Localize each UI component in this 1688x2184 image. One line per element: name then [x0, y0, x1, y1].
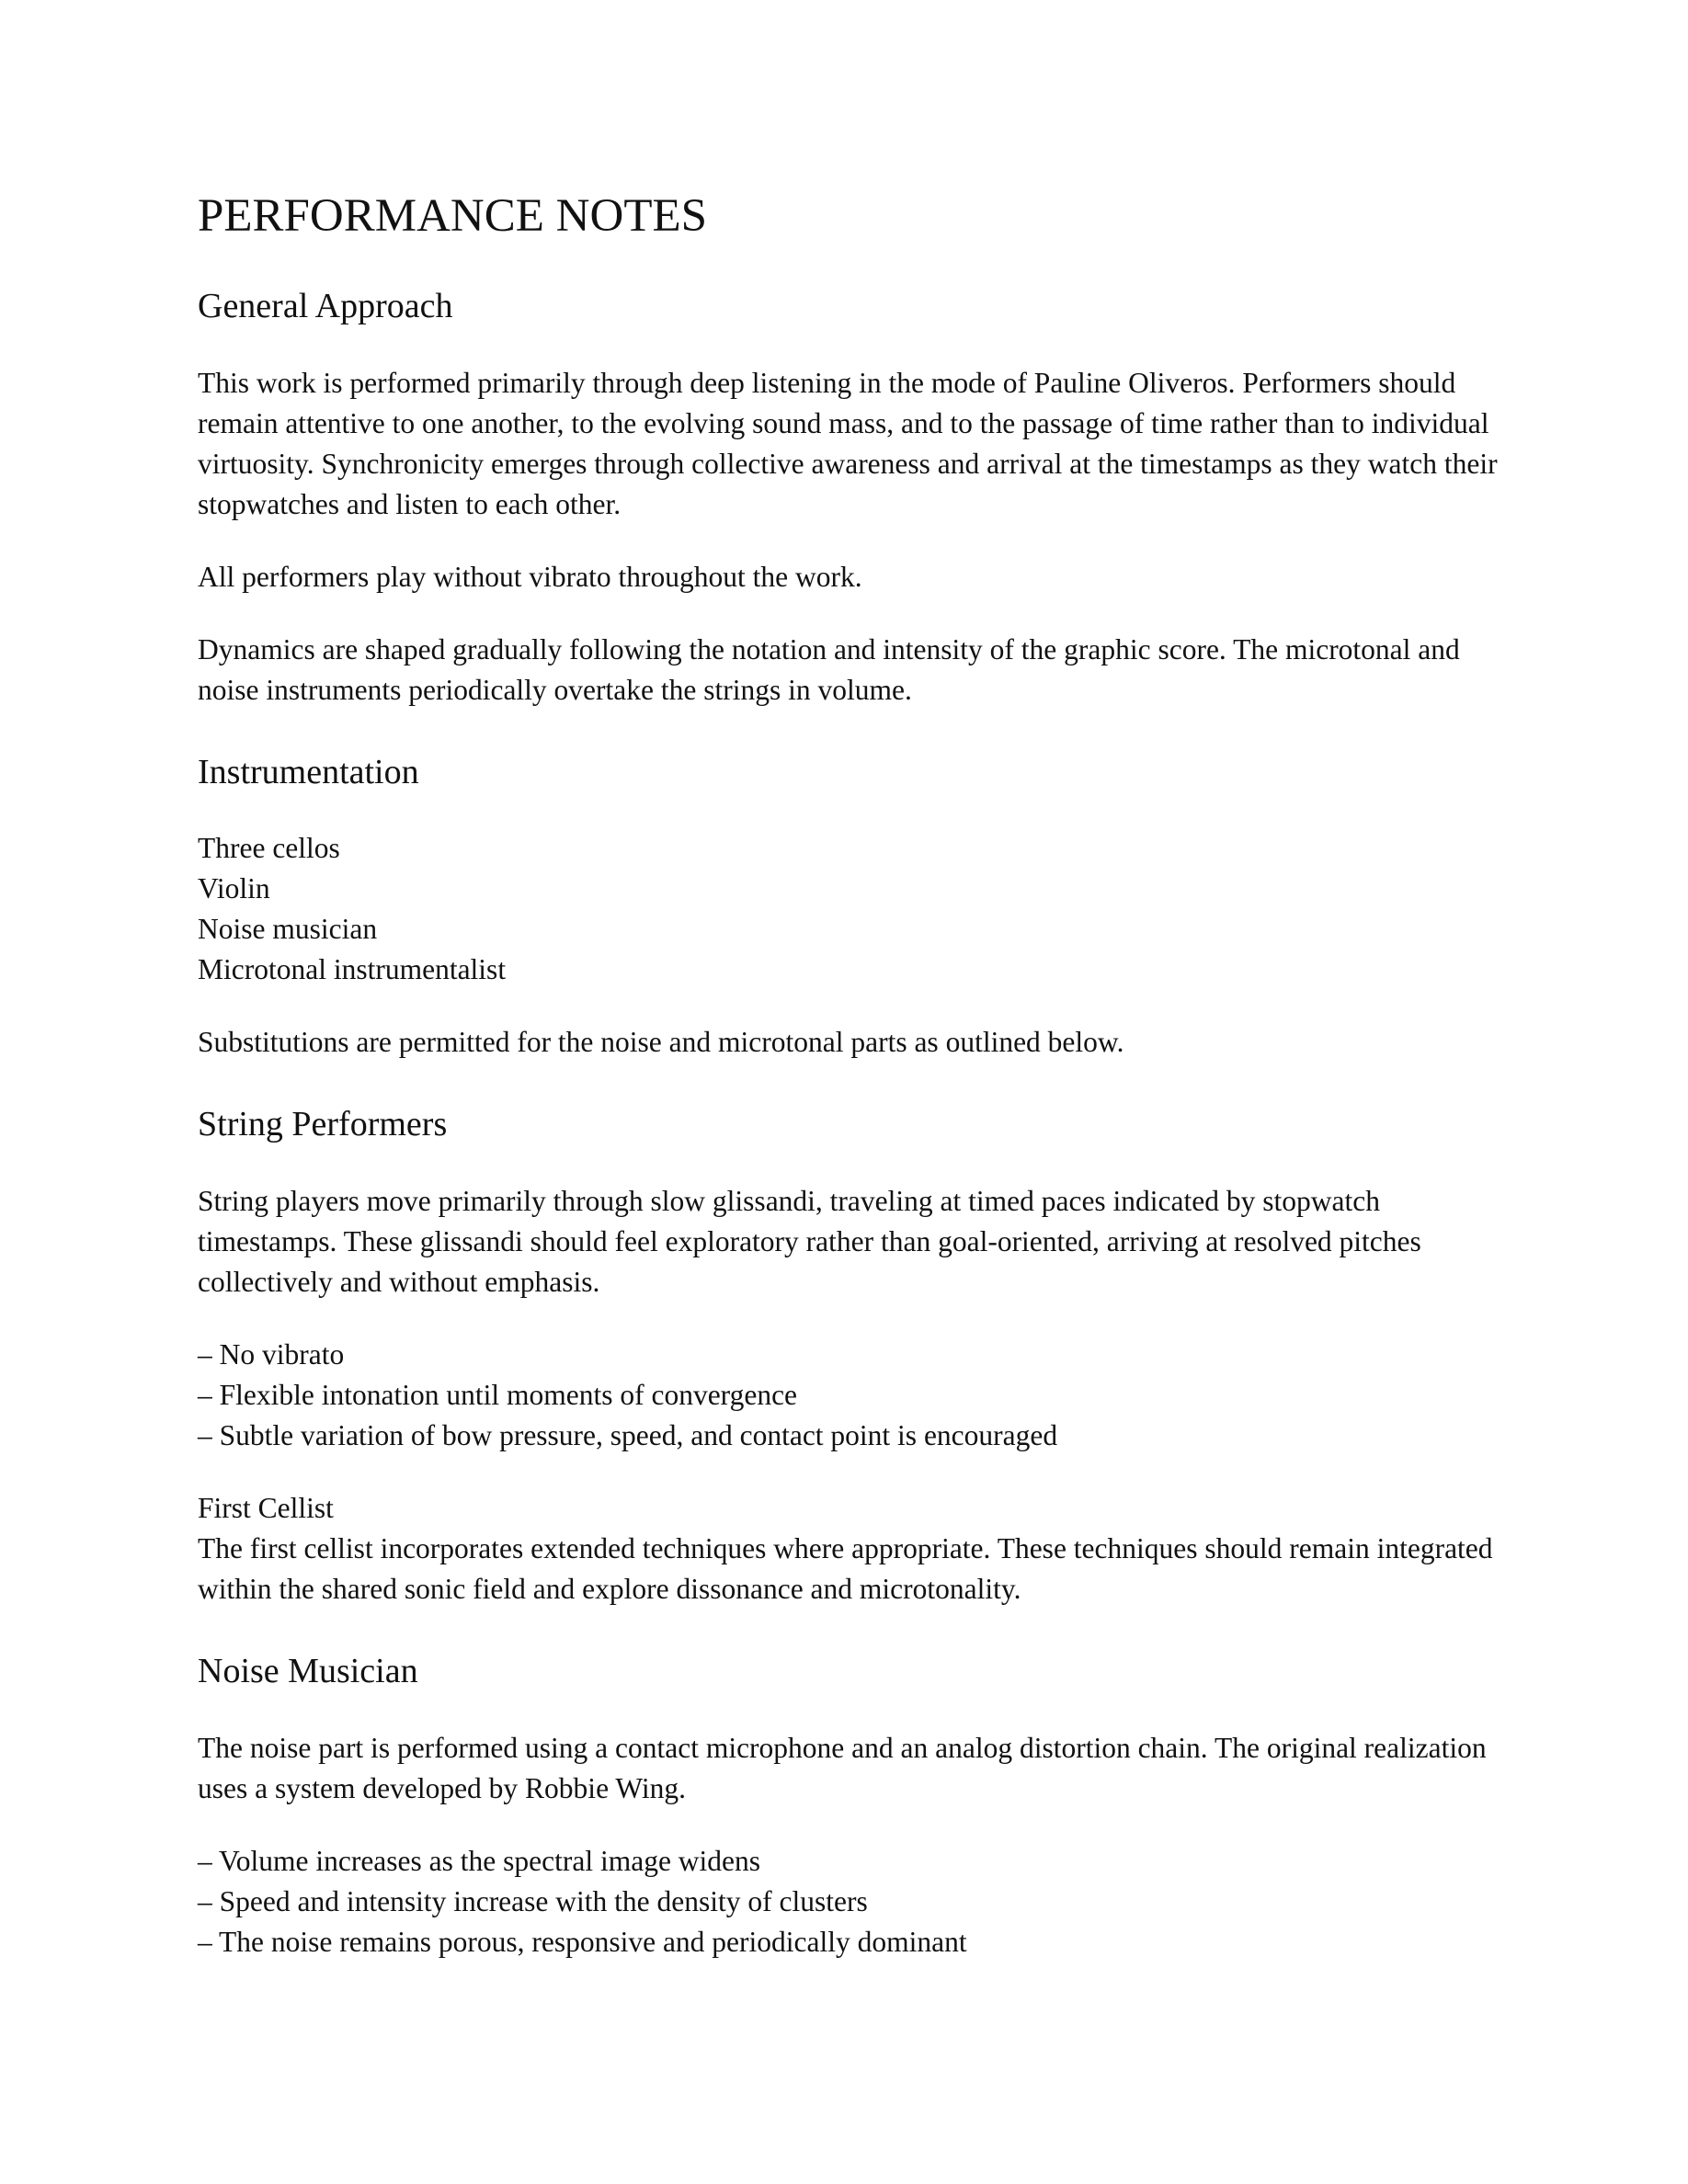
heading-general-approach: General Approach [198, 287, 453, 326]
first-cellist-block [198, 1488, 1503, 1610]
heading-noise-musician: Noise Musician [198, 1651, 418, 1690]
list-item: – Speed and intensity increase with the density of clusters [198, 1884, 868, 1917]
general-paragraph-1: This work is performed primarily through deep listening in the mode of Pauline Oliveros. Performers should remain attentive to one another, to the evolving sound mass, and to the passage of time rather than to individual virtuosity. Synchronicity emerges through collective awareness and arrival at the timestamps as they watch their stopwatches and listen to each other. [198, 366, 1498, 520]
heading-instrumentation: Instrumentation [198, 752, 419, 791]
list-item: – The noise remains porous, responsive and periodically dominant [198, 1925, 967, 1958]
list-item: – No vibrato [198, 1337, 345, 1371]
general-paragraph-2: All performers play without vibrato throughout the work. [198, 560, 862, 593]
first-cellist-label: First Cellist [198, 1491, 334, 1524]
list-item: – Flexible intonation until moments of convergence [198, 1378, 798, 1411]
list-item: – Volume increases as the spectral image widens [198, 1844, 761, 1877]
document-page [198, 188, 1503, 1962]
heading-string-performers: String Performers [198, 1105, 448, 1144]
strings-paragraph: String players move primarily through slow glissandi, traveling at timed paces indicated by stopwatch timestamps. These glissandi should feel exploratory rather than goal-oriented, arriving at resolved pitches collectively and without emphasis. [198, 1184, 1421, 1298]
instrument-item: Microtonal instrumentalist [198, 953, 507, 986]
list-item: – Subtle variation of bow pressure, speed, and contact point is encouraged [198, 1418, 1058, 1451]
instrument-item: Noise musician [198, 913, 378, 946]
instrument-item: Three cellos [198, 832, 340, 865]
substitutions-note: Substitutions are permitted for the noise and microtonal parts as outlined below. [198, 1026, 1124, 1059]
strings-bullet-list [198, 1335, 1503, 1456]
instrument-list [198, 828, 1503, 990]
noise-bullet-list [198, 1841, 1503, 1962]
noise-paragraph: The noise part is performed using a contact microphone and an analog distortion chain. The original realization uses a system developed by Robbie Wing. [198, 1731, 1487, 1804]
instrument-item: Violin [198, 872, 270, 905]
first-cellist-text: The first cellist incorporates extended techniques where appropriate. These techniques should remain integrated within the shared sonic field and explore dissonance and microtonality. [198, 1531, 1493, 1605]
general-paragraph-3: Dynamics are shaped gradually following the notation and intensity of the graphic score. The microtonal and noise instruments periodically overtake the strings in volume. [198, 632, 1460, 706]
document-title: PERFORMANCE NOTES [198, 190, 708, 242]
